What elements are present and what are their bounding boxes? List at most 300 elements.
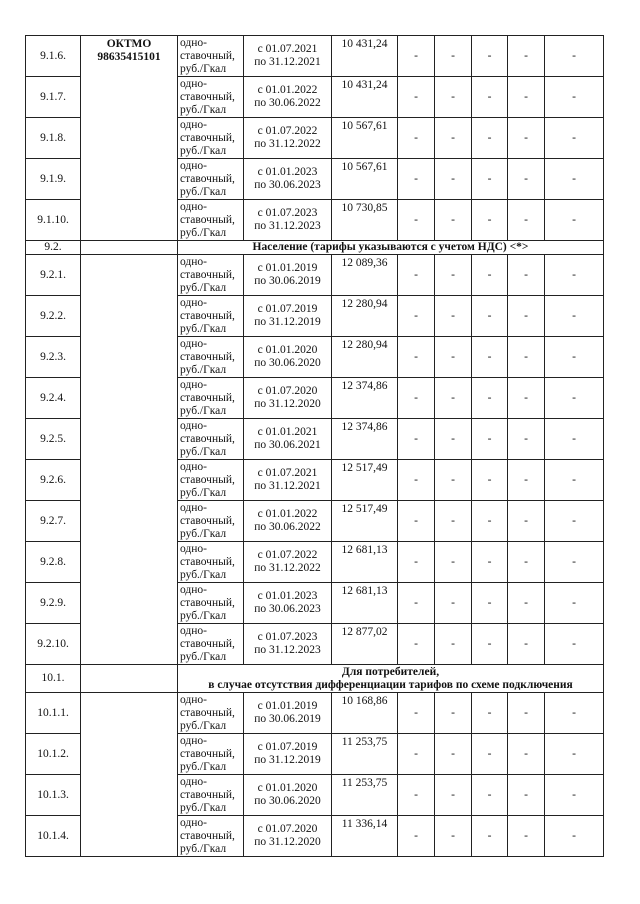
period-cell	[244, 734, 332, 775]
period-from: с 01.01.2021	[257, 426, 318, 438]
row-number: 9.2.8.	[40, 555, 66, 568]
unit-line: руб./Гкал	[180, 363, 227, 376]
unit-line: ставочный,	[180, 213, 235, 226]
section-header-row	[26, 665, 604, 693]
unit-cell	[178, 200, 244, 241]
section-title-cell	[178, 241, 604, 255]
period-from: с 01.07.2022	[257, 125, 318, 137]
dash-cell	[472, 159, 508, 200]
dash-value: -	[572, 391, 576, 404]
unit-line: руб./Гкал	[180, 842, 227, 855]
row-number: 10.1.1.	[37, 706, 69, 719]
unit-line: руб./Гкал	[180, 609, 227, 622]
dash-cell	[398, 460, 435, 501]
unit-line: одно-	[180, 734, 208, 747]
unit-line: ставочный,	[180, 706, 235, 719]
dash-value: -	[487, 596, 492, 609]
dash-value: -	[414, 829, 418, 842]
dash-cell	[508, 583, 545, 624]
period-from: с 01.07.2020	[257, 385, 318, 397]
dash-value: -	[451, 268, 455, 281]
tariff-value-cell	[332, 501, 398, 542]
unit-cell	[178, 693, 244, 734]
oktmo-code: 98635415101	[97, 51, 161, 63]
section-number-cell	[26, 241, 81, 255]
dash-value: -	[572, 596, 576, 609]
unit-line: руб./Гкал	[180, 404, 227, 417]
dash-value: -	[451, 213, 455, 226]
dash-value: -	[451, 788, 455, 801]
tariff-value: 10 431,24	[341, 38, 388, 50]
dash-value: -	[572, 432, 576, 445]
dash-cell	[435, 583, 472, 624]
tariff-value: 12 681,13	[341, 544, 388, 556]
unit-line: одно-	[180, 460, 208, 473]
period-to: по 30.06.2019	[254, 713, 321, 725]
dash-cell	[398, 255, 435, 296]
unit-line: ставочный,	[180, 172, 235, 185]
dash-value: -	[414, 432, 418, 445]
period-cell	[244, 200, 332, 241]
dash-value: -	[572, 350, 576, 363]
dash-cell	[545, 296, 604, 337]
row-number: 10.1.3.	[37, 788, 69, 801]
tariff-value: 12 280,94	[341, 298, 388, 310]
dash-value: -	[524, 350, 528, 363]
period-from: с 01.07.2021	[257, 467, 318, 479]
tariff-value-cell	[332, 255, 398, 296]
dash-cell	[508, 36, 545, 77]
dash-cell	[508, 501, 545, 542]
tariff-value: 10 730,85	[341, 202, 388, 214]
row-number: 9.2.10.	[37, 637, 69, 650]
unit-line: ставочный,	[180, 131, 235, 144]
dash-cell	[508, 255, 545, 296]
dash-cell	[508, 624, 545, 665]
dash-value: -	[451, 172, 455, 185]
unit-line: ставочный,	[180, 268, 235, 281]
period-to: по 30.06.2022	[254, 97, 321, 109]
tariff-value: 12 280,94	[341, 339, 388, 351]
unit-cell	[178, 419, 244, 460]
dash-value: -	[524, 90, 528, 103]
dash-value: -	[572, 706, 576, 719]
period-cell	[244, 419, 332, 460]
unit-line: ставочный,	[180, 473, 235, 486]
dash-cell	[508, 296, 545, 337]
row-number: 9.2.6.	[40, 473, 66, 486]
unit-line: одно-	[180, 77, 208, 90]
period-cell	[244, 624, 332, 665]
period-cell	[244, 296, 332, 337]
unit-line: ставочный,	[180, 350, 235, 363]
dash-cell	[545, 378, 604, 419]
dash-cell	[508, 77, 545, 118]
unit-line: руб./Гкал	[180, 486, 227, 499]
row-number: 9.2.4.	[40, 391, 66, 404]
dash-cell	[398, 775, 435, 816]
dash-value: -	[451, 131, 455, 144]
dash-cell	[435, 693, 472, 734]
row-number-cell	[26, 118, 81, 159]
dash-value: -	[414, 596, 418, 609]
dash-cell	[545, 816, 604, 857]
dash-cell	[472, 378, 508, 419]
dash-cell	[435, 200, 472, 241]
period-from: с 01.07.2019	[257, 303, 318, 315]
unit-line: ставочный,	[180, 514, 235, 527]
dash-cell	[472, 296, 508, 337]
unit-line: ставочный,	[180, 788, 235, 801]
dash-value: -	[572, 747, 576, 760]
dash-value: -	[414, 514, 418, 527]
period-to: по 31.12.2023	[254, 220, 321, 232]
unit-line: одно-	[180, 583, 208, 596]
unit-line: руб./Гкал	[180, 281, 227, 294]
period-from: с 01.01.2020	[257, 344, 318, 356]
dash-cell	[398, 378, 435, 419]
row-number-cell	[26, 200, 81, 241]
dash-value: -	[524, 706, 528, 719]
dash-cell	[508, 734, 545, 775]
row-number: 9.2.1.	[40, 268, 66, 281]
row-number: 9.2.7.	[40, 514, 66, 527]
dash-value: -	[572, 309, 576, 322]
dash-cell	[435, 501, 472, 542]
dash-value: -	[451, 350, 455, 363]
row-number-cell	[26, 542, 81, 583]
dash-value: -	[572, 637, 576, 650]
row-number-cell	[26, 296, 81, 337]
dash-value: -	[451, 49, 455, 62]
dash-cell	[472, 77, 508, 118]
period-cell	[244, 583, 332, 624]
row-number-cell	[26, 624, 81, 665]
unit-line: руб./Гкал	[180, 445, 227, 458]
unit-cell	[178, 337, 244, 378]
period-to: по 31.12.2021	[254, 56, 321, 68]
dash-value: -	[451, 747, 455, 760]
dash-cell	[398, 200, 435, 241]
dash-cell	[508, 419, 545, 460]
dash-value: -	[572, 473, 576, 486]
unit-line: одно-	[180, 501, 208, 514]
period-cell	[244, 378, 332, 419]
period-to: по 31.12.2023	[254, 644, 321, 656]
tariff-value: 11 253,75	[341, 777, 388, 789]
dash-value: -	[524, 514, 528, 527]
period-to: по 31.12.2022	[254, 138, 321, 150]
row-number-cell	[26, 419, 81, 460]
dash-value: -	[451, 706, 455, 719]
unit-line: одно-	[180, 816, 208, 829]
period-to: по 30.06.2023	[254, 179, 321, 191]
dash-cell	[545, 775, 604, 816]
unit-line: одно-	[180, 36, 208, 49]
tariff-value-cell	[332, 816, 398, 857]
tariff-value-cell	[332, 159, 398, 200]
dash-cell	[398, 624, 435, 665]
tariff-value-cell	[332, 419, 398, 460]
dash-cell	[545, 77, 604, 118]
period-cell	[244, 118, 332, 159]
unit-line: руб./Гкал	[180, 801, 227, 814]
dash-value: -	[451, 829, 455, 842]
dash-cell	[398, 36, 435, 77]
org-blank-cell	[81, 241, 178, 255]
unit-line: ставочный,	[180, 309, 235, 322]
unit-line: одно-	[180, 693, 208, 706]
dash-cell	[398, 816, 435, 857]
unit-line: одно-	[180, 255, 208, 268]
tariff-value-cell	[332, 77, 398, 118]
unit-cell	[178, 255, 244, 296]
dash-value: -	[451, 514, 455, 527]
dash-cell	[398, 419, 435, 460]
unit-line: одно-	[180, 296, 208, 309]
unit-cell	[178, 816, 244, 857]
dash-cell	[545, 159, 604, 200]
tariff-value-cell	[332, 200, 398, 241]
tariff-value: 12 517,49	[341, 462, 388, 474]
tariff-value-cell	[332, 118, 398, 159]
dash-cell	[545, 200, 604, 241]
dash-value: -	[487, 637, 492, 650]
tariff-value-cell	[332, 583, 398, 624]
dash-cell	[545, 255, 604, 296]
dash-cell	[508, 542, 545, 583]
row-number: 9.2.5.	[40, 432, 66, 445]
dash-cell	[472, 583, 508, 624]
dash-cell	[435, 118, 472, 159]
tariff-value: 12 877,02	[341, 626, 388, 638]
dash-cell	[398, 159, 435, 200]
section-header-row	[26, 241, 604, 255]
dash-value: -	[487, 473, 492, 486]
period-cell	[244, 255, 332, 296]
dash-value: -	[414, 49, 418, 62]
unit-line: ставочный,	[180, 555, 235, 568]
section-number: 10.1.	[41, 672, 65, 684]
tariff-value-cell	[332, 296, 398, 337]
dash-value: -	[572, 555, 576, 568]
org-cell	[81, 255, 178, 665]
tariff-value: 12 681,13	[341, 585, 388, 597]
dash-value: -	[414, 788, 418, 801]
dash-cell	[435, 816, 472, 857]
period-from: с 01.07.2023	[257, 207, 318, 219]
table-row	[26, 36, 604, 77]
period-to: по 31.12.2020	[254, 836, 321, 848]
unit-line: одно-	[180, 378, 208, 391]
dash-value: -	[572, 788, 576, 801]
row-number: 10.1.4.	[37, 829, 69, 842]
dash-value: -	[524, 391, 528, 404]
dash-value: -	[487, 829, 492, 842]
tariff-value: 12 374,86	[341, 380, 388, 392]
dash-value: -	[524, 596, 528, 609]
dash-value: -	[487, 131, 492, 144]
period-cell	[244, 542, 332, 583]
row-number: 9.2.2.	[40, 309, 66, 322]
row-number: 9.1.10.	[37, 213, 69, 226]
dash-value: -	[487, 391, 492, 404]
dash-cell	[545, 419, 604, 460]
dash-cell	[508, 816, 545, 857]
unit-line: руб./Гкал	[180, 144, 227, 157]
dash-value: -	[572, 131, 576, 144]
unit-cell	[178, 775, 244, 816]
dash-cell	[398, 501, 435, 542]
dash-cell	[545, 501, 604, 542]
dash-cell	[472, 200, 508, 241]
dash-cell	[545, 460, 604, 501]
dash-value: -	[451, 432, 455, 445]
dash-value: -	[414, 213, 418, 226]
dash-value: -	[414, 90, 418, 103]
dash-cell	[398, 296, 435, 337]
dash-value: -	[414, 637, 418, 650]
dash-value: -	[524, 213, 528, 226]
unit-line: руб./Гкал	[180, 650, 227, 663]
tariff-value-cell	[332, 337, 398, 378]
dash-value: -	[451, 391, 455, 404]
period-from: с 01.01.2022	[257, 84, 318, 96]
unit-cell	[178, 501, 244, 542]
unit-line: руб./Гкал	[180, 226, 227, 239]
dash-value: -	[451, 309, 455, 322]
period-from: с 01.01.2022	[257, 508, 318, 520]
dash-value: -	[414, 131, 418, 144]
dash-cell	[435, 734, 472, 775]
period-from: с 01.07.2020	[257, 823, 318, 835]
dash-value: -	[572, 49, 576, 62]
dash-cell	[435, 77, 472, 118]
period-cell	[244, 816, 332, 857]
row-number: 9.1.7.	[40, 90, 66, 103]
section-title-cell	[178, 665, 604, 693]
tariff-table	[25, 35, 604, 857]
unit-line: ставочный,	[180, 637, 235, 650]
row-number: 10.1.2.	[37, 747, 69, 760]
dash-value: -	[451, 90, 455, 103]
dash-value: -	[524, 49, 528, 62]
dash-cell	[508, 378, 545, 419]
dash-value: -	[524, 473, 528, 486]
row-number-cell	[26, 460, 81, 501]
dash-value: -	[414, 172, 418, 185]
dash-value: -	[524, 747, 528, 760]
row-number-cell	[26, 693, 81, 734]
tariff-value-cell	[332, 542, 398, 583]
dash-value: -	[414, 268, 418, 281]
dash-cell	[398, 118, 435, 159]
unit-cell	[178, 734, 244, 775]
row-number: 9.1.8.	[40, 131, 66, 144]
dash-value: -	[414, 350, 418, 363]
row-number-cell	[26, 337, 81, 378]
dash-cell	[545, 693, 604, 734]
period-from: с 01.07.2023	[257, 631, 318, 643]
period-cell	[244, 775, 332, 816]
dash-cell	[435, 419, 472, 460]
dash-cell	[435, 36, 472, 77]
period-to: по 30.06.2021	[254, 439, 321, 451]
dash-cell	[472, 460, 508, 501]
org-blank-cell	[81, 665, 178, 693]
dash-cell	[435, 255, 472, 296]
dash-value: -	[414, 706, 418, 719]
dash-cell	[398, 77, 435, 118]
section-number-cell	[26, 665, 81, 693]
dash-cell	[435, 542, 472, 583]
row-number-cell	[26, 378, 81, 419]
dash-cell	[472, 36, 508, 77]
period-cell	[244, 693, 332, 734]
dash-cell	[545, 118, 604, 159]
dash-value: -	[487, 309, 492, 322]
unit-line: руб./Гкал	[180, 62, 227, 75]
dash-value: -	[487, 49, 492, 62]
period-to: по 31.12.2021	[254, 480, 321, 492]
dash-cell	[435, 775, 472, 816]
row-number-cell	[26, 734, 81, 775]
row-number-cell	[26, 36, 81, 77]
unit-line: одно-	[180, 159, 208, 172]
org-cell	[81, 36, 178, 241]
unit-line: руб./Гкал	[180, 568, 227, 581]
unit-line: одно-	[180, 775, 208, 788]
dash-value: -	[572, 90, 576, 103]
dash-cell	[472, 624, 508, 665]
row-number-cell	[26, 501, 81, 542]
dash-value: -	[487, 555, 492, 568]
dash-cell	[472, 255, 508, 296]
dash-cell	[398, 542, 435, 583]
dash-cell	[472, 419, 508, 460]
dash-cell	[472, 337, 508, 378]
unit-cell	[178, 159, 244, 200]
tariff-value-cell	[332, 624, 398, 665]
unit-cell	[178, 583, 244, 624]
dash-value: -	[524, 788, 528, 801]
dash-value: -	[414, 555, 418, 568]
dash-value: -	[487, 514, 492, 527]
row-number-cell	[26, 77, 81, 118]
tariff-value-cell	[332, 460, 398, 501]
unit-line: ставочный,	[180, 747, 235, 760]
period-from: с 01.01.2023	[257, 166, 318, 178]
dash-cell	[398, 734, 435, 775]
period-to: по 31.12.2022	[254, 562, 321, 574]
dash-value: -	[487, 747, 492, 760]
unit-line: руб./Гкал	[180, 103, 227, 116]
period-to: по 30.06.2019	[254, 275, 321, 287]
unit-line: ставочный,	[180, 391, 235, 404]
unit-line: ставочный,	[180, 596, 235, 609]
dash-cell	[435, 378, 472, 419]
dash-value: -	[487, 172, 492, 185]
period-to: по 30.06.2020	[254, 795, 321, 807]
dash-value: -	[524, 172, 528, 185]
unit-line: ставочный,	[180, 432, 235, 445]
dash-cell	[472, 816, 508, 857]
row-number: 9.1.9.	[40, 172, 66, 185]
tariff-value: 12 089,36	[341, 257, 388, 269]
section-title: Для потребителей,	[341, 665, 440, 678]
tariff-value: 11 253,75	[341, 736, 388, 748]
tariff-value: 10 168,86	[341, 695, 388, 707]
